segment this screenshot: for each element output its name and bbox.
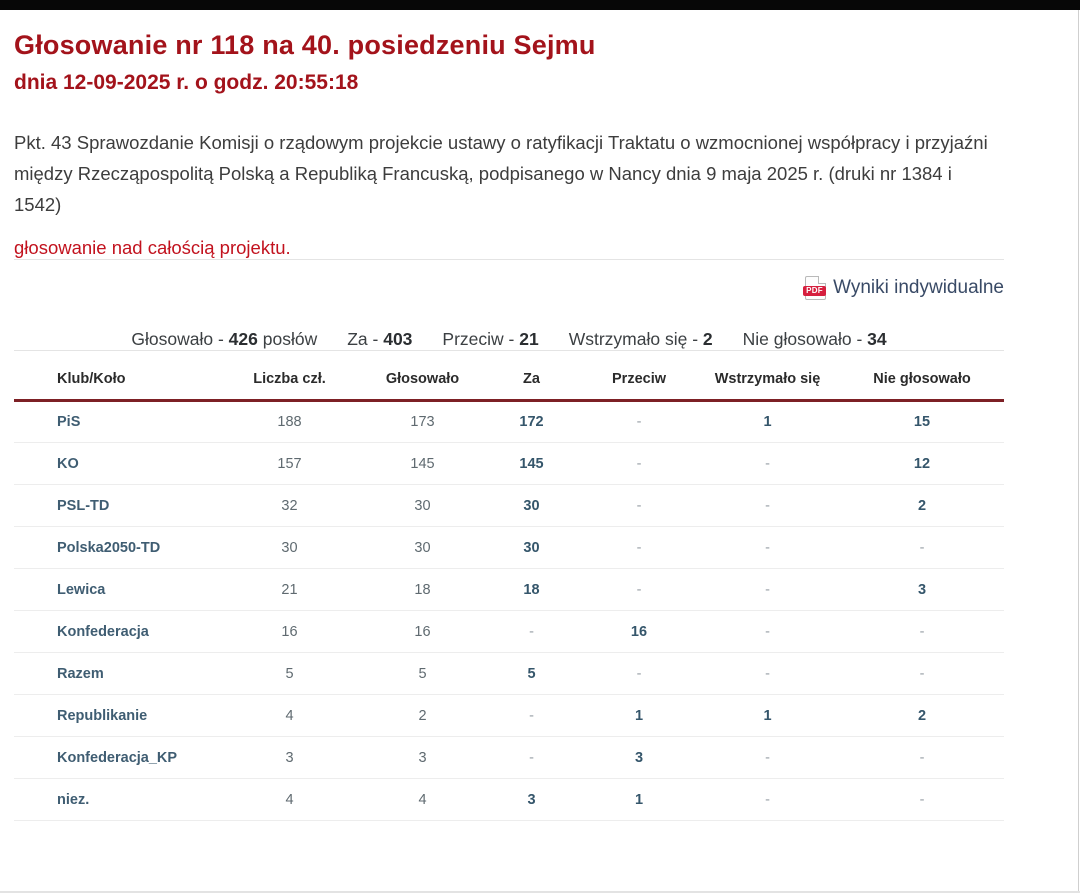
right-edge-line xyxy=(1078,10,1079,893)
vote-count: - xyxy=(480,611,583,653)
vote-count: 3 xyxy=(840,569,1004,611)
vote-count: 12 xyxy=(840,443,1004,485)
club-name: Konfederacja xyxy=(14,611,214,653)
vote-count: 30 xyxy=(214,527,365,569)
vote-count: 3 xyxy=(480,779,583,821)
vote-count: 18 xyxy=(365,569,480,611)
summary-voted: Głosowało - 426 posłów xyxy=(131,329,318,349)
link-row xyxy=(14,276,1004,302)
vote-count: 173 xyxy=(365,401,480,443)
club-name: PiS xyxy=(14,401,214,443)
vote-count: - xyxy=(583,401,695,443)
summary-not-voted: Nie głosowało - 34 xyxy=(742,329,887,349)
vote-count: 1 xyxy=(583,695,695,737)
vote-count: - xyxy=(840,611,1004,653)
vote-count: 21 xyxy=(214,569,365,611)
vote-count: 5 xyxy=(214,653,365,695)
vote-count: 5 xyxy=(365,653,480,695)
vote-count: 188 xyxy=(214,401,365,443)
page-title: Głosowanie nr 118 na 40. posiedzeniu Sejmu xyxy=(14,30,596,60)
pdf-icon xyxy=(805,276,826,300)
vote-count: 5 xyxy=(480,653,583,695)
vote-count: - xyxy=(695,443,840,485)
table-row xyxy=(14,485,1004,527)
club-name: Lewica xyxy=(14,569,214,611)
vote-count: - xyxy=(583,527,695,569)
vote-count: - xyxy=(480,737,583,779)
vote-count: 1 xyxy=(695,695,840,737)
vote-count: 18 xyxy=(480,569,583,611)
individual-results-link-label: Wyniki indywidualne xyxy=(833,277,1004,298)
table-row xyxy=(14,611,1004,653)
vote-count: 1 xyxy=(695,401,840,443)
club-name: Republikanie xyxy=(14,695,214,737)
table-row xyxy=(14,737,1004,779)
vote-count: 30 xyxy=(365,485,480,527)
vote-count: - xyxy=(695,779,840,821)
vote-count: - xyxy=(840,737,1004,779)
vote-count: 2 xyxy=(365,695,480,737)
vote-count: 15 xyxy=(840,401,1004,443)
vote-count: 145 xyxy=(365,443,480,485)
agenda-item-description: Pkt. 43 Sprawozdanie Komisji o rządowym projekcie ustawy o ratyfikacji Traktatu o wzmocnionej współpracy i przyjaźni między Rzecząpospolitą Polską a Republiką Francuską, podpisanego w Nancy dnia 9 maja 2025 r. (druki nr 1384 i 1542) xyxy=(14,132,988,215)
vote-count: - xyxy=(583,653,695,695)
vote-count: 4 xyxy=(214,695,365,737)
vote-count: 1 xyxy=(583,779,695,821)
pdf-badge: PDF xyxy=(803,286,826,296)
club-name: Konfederacja_KP xyxy=(14,737,214,779)
table-row xyxy=(14,401,1004,443)
vote-count: - xyxy=(695,737,840,779)
vote-count: 3 xyxy=(365,737,480,779)
vote-count: 30 xyxy=(480,485,583,527)
club-name: niez. xyxy=(14,779,214,821)
vote-count: 16 xyxy=(583,611,695,653)
vote-count: 3 xyxy=(583,737,695,779)
summary-abstained: Wstrzymało się - 2 xyxy=(568,329,713,349)
table-row xyxy=(14,653,1004,695)
individual-results-link[interactable] xyxy=(805,276,1004,300)
vote-count: 3 xyxy=(214,737,365,779)
vote-count: - xyxy=(583,485,695,527)
table-header-row xyxy=(14,351,1004,401)
vote-count: 2 xyxy=(840,485,1004,527)
column-header-not-voted: Nie głosowało xyxy=(840,351,1004,401)
summary-for: Za - 403 xyxy=(347,329,413,349)
table-row xyxy=(14,569,1004,611)
vote-count: 30 xyxy=(365,527,480,569)
voting-results-page xyxy=(0,10,1004,821)
page-subtitle: dnia 12-09-2025 r. o godz. 20:55:18 xyxy=(14,71,359,94)
vote-subject: głosowanie nad całością projektu. xyxy=(14,237,291,258)
club-name: KO xyxy=(14,443,214,485)
club-name: Razem xyxy=(14,653,214,695)
column-header-members: Liczba czł. xyxy=(214,351,365,401)
column-header-club: Klub/Koło xyxy=(14,351,214,401)
table-row xyxy=(14,695,1004,737)
vote-count: 4 xyxy=(365,779,480,821)
vote-count: - xyxy=(695,569,840,611)
vote-count: - xyxy=(695,653,840,695)
vote-summary xyxy=(14,329,1004,350)
column-header-for: Za xyxy=(480,351,583,401)
club-results-table xyxy=(14,351,1004,821)
table-row xyxy=(14,443,1004,485)
vote-count: - xyxy=(480,695,583,737)
table-row xyxy=(14,779,1004,821)
vote-count: 16 xyxy=(365,611,480,653)
vote-count: 30 xyxy=(480,527,583,569)
vote-count: 16 xyxy=(214,611,365,653)
vote-count: - xyxy=(840,653,1004,695)
vote-count: 172 xyxy=(480,401,583,443)
vote-count: 145 xyxy=(480,443,583,485)
vote-count: - xyxy=(695,485,840,527)
club-name: PSL-TD xyxy=(14,485,214,527)
divider xyxy=(14,259,1004,260)
vote-count: 4 xyxy=(214,779,365,821)
vote-count: - xyxy=(840,527,1004,569)
summary-against: Przeciw - 21 xyxy=(442,329,539,349)
club-name: Polska2050-TD xyxy=(14,527,214,569)
top-black-bar xyxy=(0,0,1080,10)
column-header-abstained: Wstrzymało się xyxy=(695,351,840,401)
column-header-voted: Głosowało xyxy=(365,351,480,401)
vote-count: 2 xyxy=(840,695,1004,737)
vote-count: - xyxy=(583,569,695,611)
vote-count: 32 xyxy=(214,485,365,527)
vote-count: - xyxy=(695,527,840,569)
vote-count: - xyxy=(695,611,840,653)
vote-count: - xyxy=(840,779,1004,821)
vote-count: - xyxy=(583,443,695,485)
vote-count: 157 xyxy=(214,443,365,485)
column-header-against: Przeciw xyxy=(583,351,695,401)
table-row xyxy=(14,527,1004,569)
